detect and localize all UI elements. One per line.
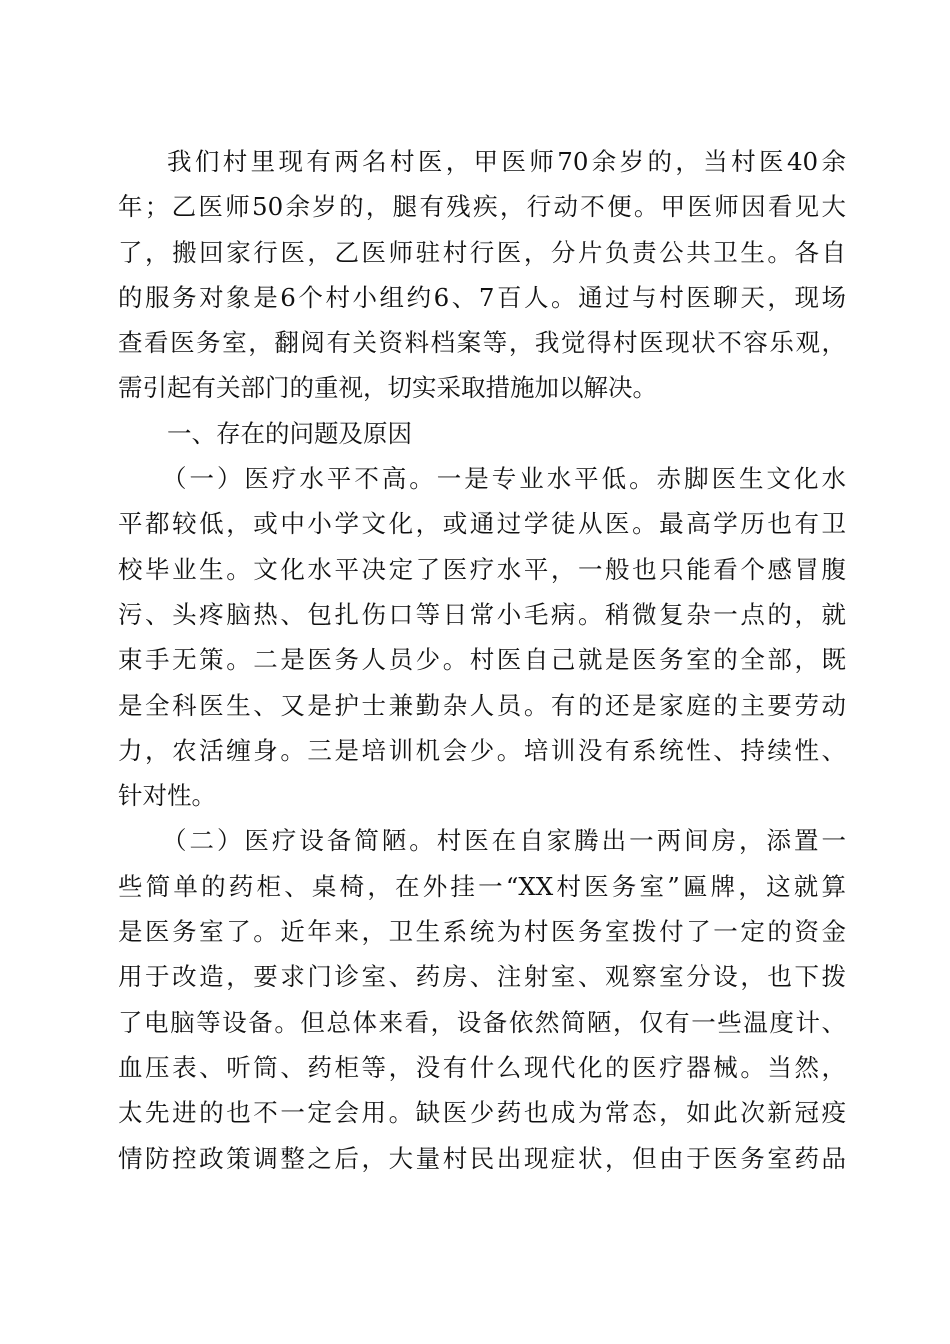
text-line: 平都较低，或中小学文化，或通过学徒从医。最高学历也有卫	[118, 509, 846, 539]
text-line: 需引起有关部门的重视，切实采取措施加以解决。	[118, 373, 657, 403]
text-line: 我们村里现有两名村医，甲医师70余岁的，当村医40余	[167, 147, 846, 176]
text-line: 些简单的药柜、桌椅，在外挂一“XX村医务室”匾牌，这就算	[118, 871, 846, 901]
text-line: （一）医疗水平不高。一是专业水平低。赤脚医生文化水	[162, 464, 846, 494]
text-line: 用于改造，要求门诊室、药房、注射室、观察室分设，也下拨	[118, 962, 846, 992]
section-heading: 一、存在的问题及原因	[167, 418, 412, 448]
text-line: 年；乙医师50余岁的，腿有残疾，行动不便。甲医师因看见大	[118, 192, 846, 222]
text-line: 的服务对象是6个村小组约6、7百人。通过与村医聊天，现场	[118, 282, 846, 312]
text-line: 了电脑等设备。但总体来看，设备依然简陋，仅有一些温度计、	[118, 1007, 846, 1037]
text-line: 束手无策。二是医务人员少。村医自己就是医务室的全部，既	[118, 645, 846, 675]
text-line: 血压表、听筒、药柜等，没有什么现代化的医疗器械。当然，	[118, 1052, 846, 1082]
text-line: 查看医务室，翻阅有关资料档案等，我觉得村医现状不容乐观，	[118, 328, 846, 358]
text-line: 是医务室了。近年来，卫生系统为村医务室拨付了一定的资金	[118, 917, 846, 947]
text-line: 情防控政策调整之后，大量村民出现症状，但由于医务室药品	[118, 1143, 846, 1173]
text-line: （二）医疗设备简陋。村医在自家腾出一两间房，添置一	[162, 826, 846, 856]
text-line: 针对性。	[118, 781, 216, 811]
text-line: 了，搬回家行医，乙医师驻村行医，分片负责公共卫生。各自	[118, 237, 846, 267]
text-line: 力，农活缠身。三是培训机会少。培训没有系统性、持续性、	[118, 735, 846, 765]
text-line: 太先进的也不一定会用。缺医少药也成为常态，如此次新冠疫	[118, 1098, 846, 1128]
document-body	[118, 139, 846, 1181]
text-line: 污、头疼脑热、包扎伤口等日常小毛病。稍微复杂一点的，就	[118, 599, 846, 629]
text-line: 校毕业生。文化水平决定了医疗水平，一般也只能看个感冒腹	[118, 554, 846, 584]
text-line: 是全科医生、又是护士兼勤杂人员。有的还是家庭的主要劳动	[118, 690, 846, 720]
